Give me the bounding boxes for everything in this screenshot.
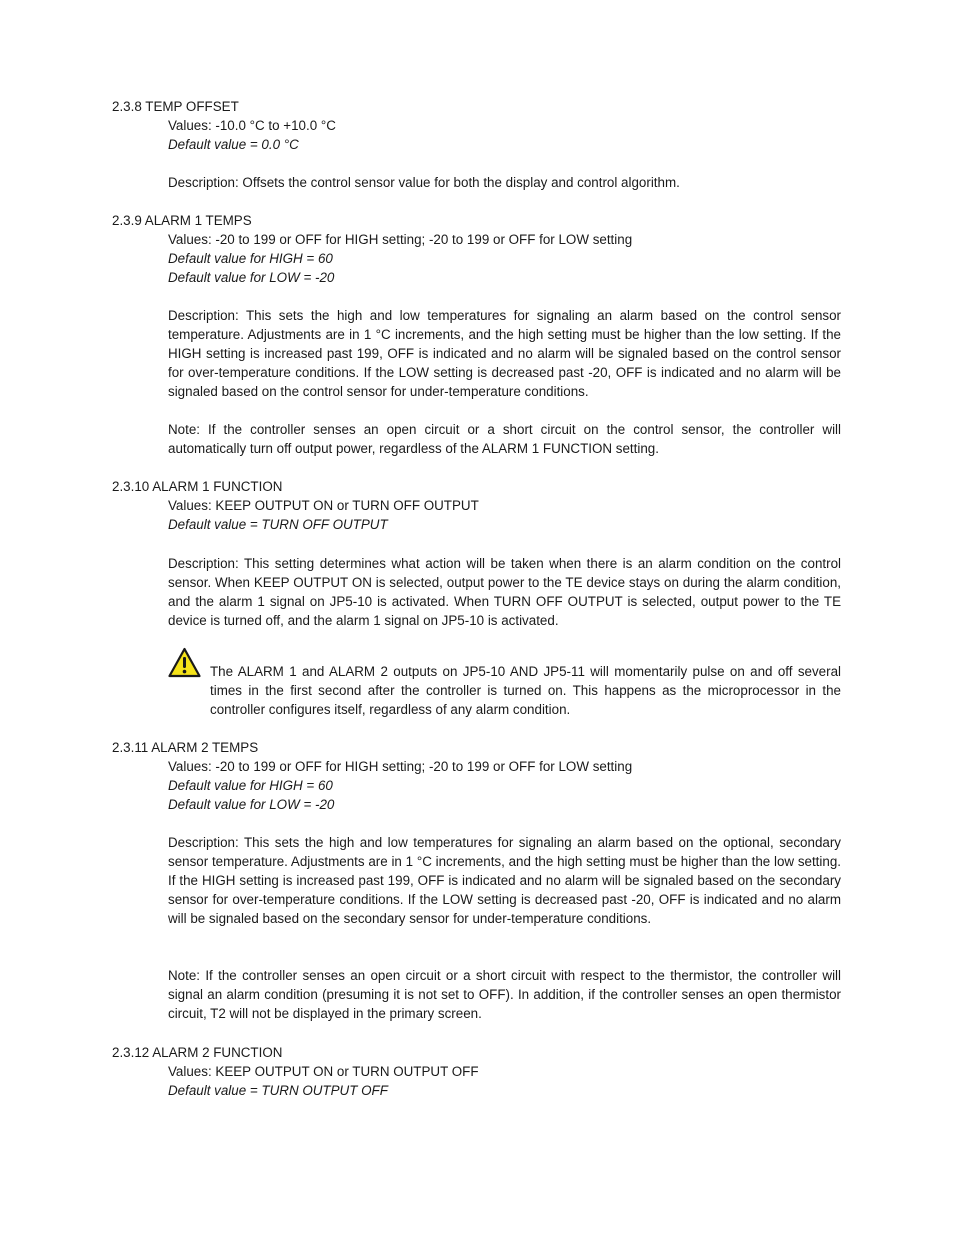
alarm2-function-values: Values: KEEP OUTPUT ON or TURN OUTPUT OFF [168,1064,479,1079]
alarm1-temps-default-low: Default value for LOW = -20 [168,270,335,285]
section-heading-alarm1-temps: 2.3.9 ALARM 1 TEMPS [112,213,252,228]
temp-offset-description: Description: Offsets the control sensor value for both the display and control algorithm. [168,175,680,190]
alarm2-temps-default-low: Default value for LOW = -20 [168,797,335,812]
alarm1-temps-values: Values: -20 to 199 or OFF for HIGH setting; -20 to 199 or OFF for LOW setting [168,232,633,247]
section-heading-alarm2-function: 2.3.12 ALARM 2 FUNCTION [112,1045,283,1060]
alarm2-temps-note: Note: If the controller senses an open circuit or a short circuit with respect to the thermistor, the controller will signal an alarm condition (presuming it is not set to OFF). In addition, if the controller senses an open thermistor circuit, T2 will not be displayed in the primary screen. [168,968,841,1021]
alarm2-temps-values: Values: -20 to 199 or OFF for HIGH setting; -20 to 199 or OFF for LOW setting [168,759,633,774]
temp-offset-default: Default value = 0.0 °C [168,137,299,152]
section-heading-temp-offset: 2.3.8 TEMP OFFSET [112,99,239,114]
alarm1-temps-note: Note: If the controller senses an open circuit or a short circuit on the control sensor, the controller will automatically turn off output power, regardless of the ALARM 1 FUNCTION setting. [168,422,841,456]
alarm2-temps-default-high: Default value for HIGH = 60 [168,778,333,793]
temp-offset-values: Values: -10.0 °C to +10.0 °C [168,118,336,133]
alarm1-function-default: Default value = TURN OFF OUTPUT [168,517,388,532]
alarm-outputs-warning-text: The ALARM 1 and ALARM 2 outputs on JP5-10 AND JP5-11 will momentarily pulse on and off several times in the first second after the controller is turned on. This happens as the microprocessor in the controller configures itself, regardless of any alarm condition. [210,664,841,717]
alarm2-function-default: Default value = TURN OUTPUT OFF [168,1083,388,1098]
alarm2-temps-description: Description: This sets the high and low temperatures for signaling an alarm based on the optional, secondary sensor temperature. Adjustments are in 1 °C increments, and the high setting must be higher than the low setting. If the HIGH setting is increased past 199, OFF is indicated and no alarm will be signaled based on the secondary sensor for over-temperature conditions. If the LOW setting is decreased past -20, OFF is indicated and no alarm will be signaled based on the secondary sensor for under-temperature conditions. [168,835,841,926]
alarm1-function-values: Values: KEEP OUTPUT ON or TURN OFF OUTPUT [168,498,479,513]
warning-triangle-icon [168,647,201,678]
alarm1-function-description: Description: This setting determines what action will be taken when there is an alarm condition on the control sensor. When KEEP OUTPUT ON is selected, output power to the TE device stays on during the alarm condition, and the alarm 1 signal on JP5-10 is activated. When TURN OFF OUTPUT is selected, output power to the TE device is turned off, and the alarm 1 signal on JP5-10 is activated. [168,556,841,628]
alarm1-temps-default-high: Default value for HIGH = 60 [168,251,333,266]
section-heading-alarm1-function: 2.3.10 ALARM 1 FUNCTION [112,479,283,494]
section-heading-alarm2-temps: 2.3.11 ALARM 2 TEMPS [112,740,259,755]
alarm1-temps-description: Description: This sets the high and low temperatures for signaling an alarm based on the control sensor temperature. Adjustments are in 1 °C increments, and the high setting must be higher than the low setting. If the HIGH setting is increased past 199, OFF is indicated and no alarm will be signaled based on the control sensor for over-temperature conditions. If the LOW setting is decreased past -20, OFF is indicated and no alarm will be signaled based on the control sensor for under-temperature conditions. [168,308,841,399]
